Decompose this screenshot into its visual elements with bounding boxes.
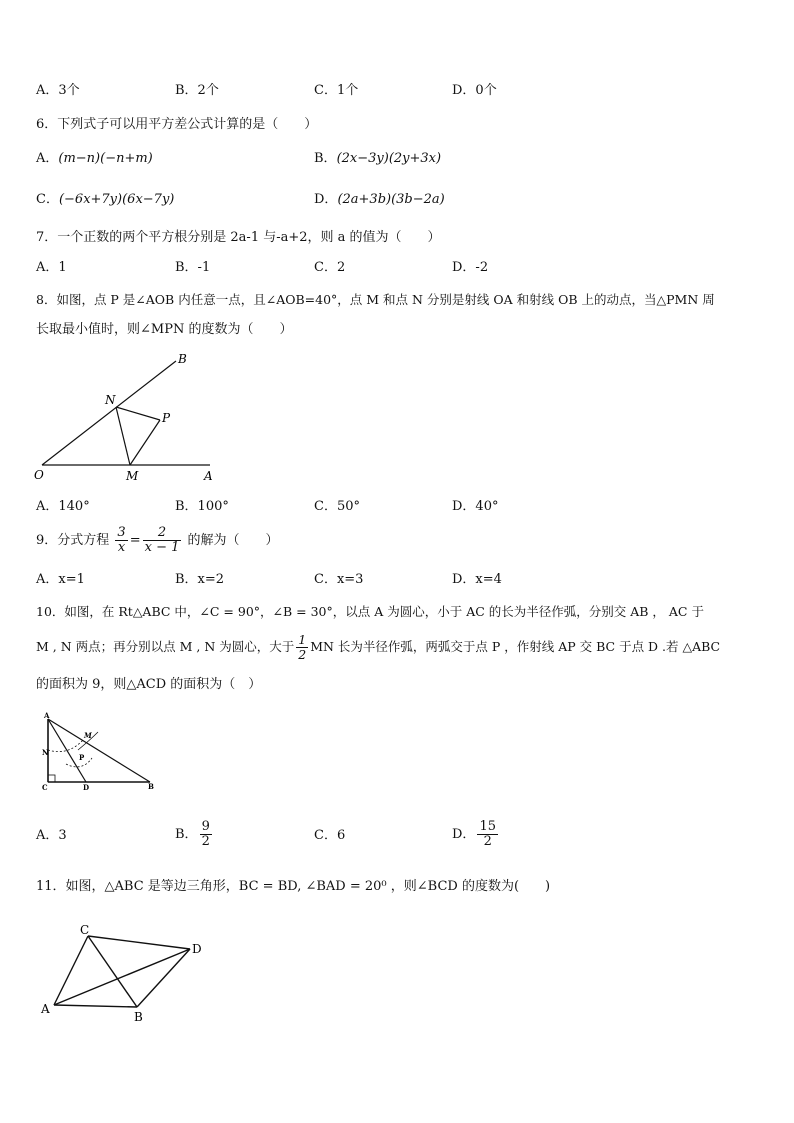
q9-stem-post: 的解为（ ） [187,533,279,548]
q9-rhs-den: x − 1 [144,540,180,555]
q8-figure [30,348,230,488]
q10-option-b-fraction [200,820,212,849]
ray-ob [42,361,176,465]
q6-option-d-expr: (2a+3b)(3b−2a) [337,192,445,207]
side-bd [137,949,190,1007]
q7-option-a[interactable]: A．1 [36,260,67,275]
label-b: B [178,352,187,366]
side-cb [88,936,137,1007]
q10-option-d[interactable] [452,815,500,855]
q6-option-d-label: D． [314,192,338,207]
side-ac [54,936,88,1005]
q9-stem [36,524,279,558]
q9-equals: = [129,533,141,548]
q11-stem: 11．如图，△ABC 是等边三角形，BC = BD, ∠BAD = 20⁰ ，则∠BCD 的度数为( ) [36,879,551,894]
label-d: D [83,783,90,792]
q9-rhs-num: 2 [143,526,182,541]
q9-lhs-num: 3 [117,525,126,540]
q7-stem: 7．一个正数的两个平方根分别是 2a-1 与-a+2，则 a 的值为（ ） [36,230,441,245]
label-a: A [41,1002,50,1016]
label-a: A [204,469,213,483]
q9-rhs-fraction [143,526,182,555]
q10-half-fraction [296,633,308,662]
label-o: O [34,468,44,482]
label-b: B [148,782,154,791]
q6-option-c-label: C． [36,192,59,207]
q8-option-c[interactable]: C．50° [314,499,360,514]
q10-option-b-den: 2 [201,834,210,849]
q5-option-b[interactable]: B．2个 [175,83,219,98]
q10-line2-post: MN 长为半径作弧，两弧交于点 P ，作射线 AP 交 BC 于点 D .若 △ABC [310,639,721,654]
ray-ad [48,719,86,782]
segment-pm [130,420,160,465]
q9-lhs-fraction [115,526,127,555]
q9-stem-pre: 9．分式方程 [36,533,110,548]
label-c: C [42,783,48,792]
label-a: A [44,711,50,720]
label-c: C [80,923,90,937]
q7-option-c[interactable]: C．2 [314,260,346,275]
q10-line3: 的面积为 9，则△ACD 的面积为（ ） [36,677,262,692]
label-b: B [134,1010,143,1024]
label-n: N [105,393,116,407]
q6-option-d[interactable] [314,191,445,209]
q7-option-b[interactable]: B．-1 [175,260,211,275]
q10-option-a[interactable]: A．3 [36,828,67,843]
q10-half-den: 2 [298,647,307,662]
q5-option-d[interactable]: D．0个 [452,83,497,98]
label-m: M [84,731,92,740]
q10-option-c[interactable]: C．6 [314,828,346,843]
q6-stem: 6．下列式子可以用平方差公式计算的是（ ） [36,117,318,132]
q6-option-a-expr: (m−n)(−n+m) [58,151,153,166]
q6-option-c[interactable] [36,191,174,209]
q10-figure [38,710,163,796]
q6-option-a[interactable] [36,150,153,168]
q10-line1: 10．如图，在 Rt△ABC 中，∠C = 90°，∠B = 30°，以点 A 为圆心，小于 AC 的长为半径作弧，分别交 AB ， AC 于 [36,604,704,619]
q6-option-a-label: A． [36,151,59,166]
q9-option-c[interactable]: C．x=3 [314,572,364,587]
label-m: M [126,469,139,483]
q9-lhs-den: x [117,540,126,555]
q9-option-a[interactable]: A．x=1 [36,572,85,587]
q8-stem-line2: 长取最小值时，则∠MPN 的度数为（ ） [36,322,293,337]
segment-ad [54,949,190,1005]
q7-option-d[interactable]: D．-2 [452,260,489,275]
q10-option-d-num: 15 [479,819,496,834]
q6-option-b-expr: (2x−3y)(2y+3x) [336,151,442,166]
side-ab [48,719,150,782]
q10-option-b-num: 9 [201,819,210,834]
q8-option-d[interactable]: D．40° [452,499,499,514]
q5-option-c[interactable]: C．1个 [314,83,359,98]
arc-mn [48,740,83,752]
segment-np [116,407,160,420]
q8-stem-line1: 8．如图，点 P 是∠AOB 内任意一点，且∠AOB=40°，点 M 和点 N 分别是射线 OA 和射线 OB 上的动点，当△PMN 周 [36,292,715,307]
q5-option-a[interactable]: A．3个 [36,83,80,98]
q10-option-d-label: D． [452,827,476,842]
q9-option-b[interactable]: B．x=2 [175,572,225,587]
q8-option-a[interactable]: A．140° [36,499,90,514]
q10-half-num: 1 [298,632,307,647]
q10-option-d-den: 2 [483,834,492,849]
side-ab [54,1005,137,1007]
q10-line2 [36,630,720,664]
q10-option-d-fraction [477,820,498,849]
q10-option-b[interactable] [175,815,214,855]
label-d: D [192,942,202,956]
label-p: P [79,753,85,762]
q11-figure [38,922,213,1026]
label-p: P [162,411,171,425]
q6-option-b-label: B． [314,151,337,166]
q10-line2-pre: M , N 两点；再分别以点 M , N 为圆心，大于 [36,639,295,654]
q6-option-c-expr: (−6x+7y)(6x−7y) [58,192,175,207]
q10-option-b-label: B． [175,827,198,842]
q6-option-b[interactable] [314,150,441,168]
q9-option-d[interactable]: D．x=4 [452,572,502,587]
q8-option-b[interactable]: B．100° [175,499,229,514]
side-cd [88,936,190,949]
segment-nm [116,407,130,465]
label-n: N [42,748,49,757]
right-angle-mark [48,775,55,782]
